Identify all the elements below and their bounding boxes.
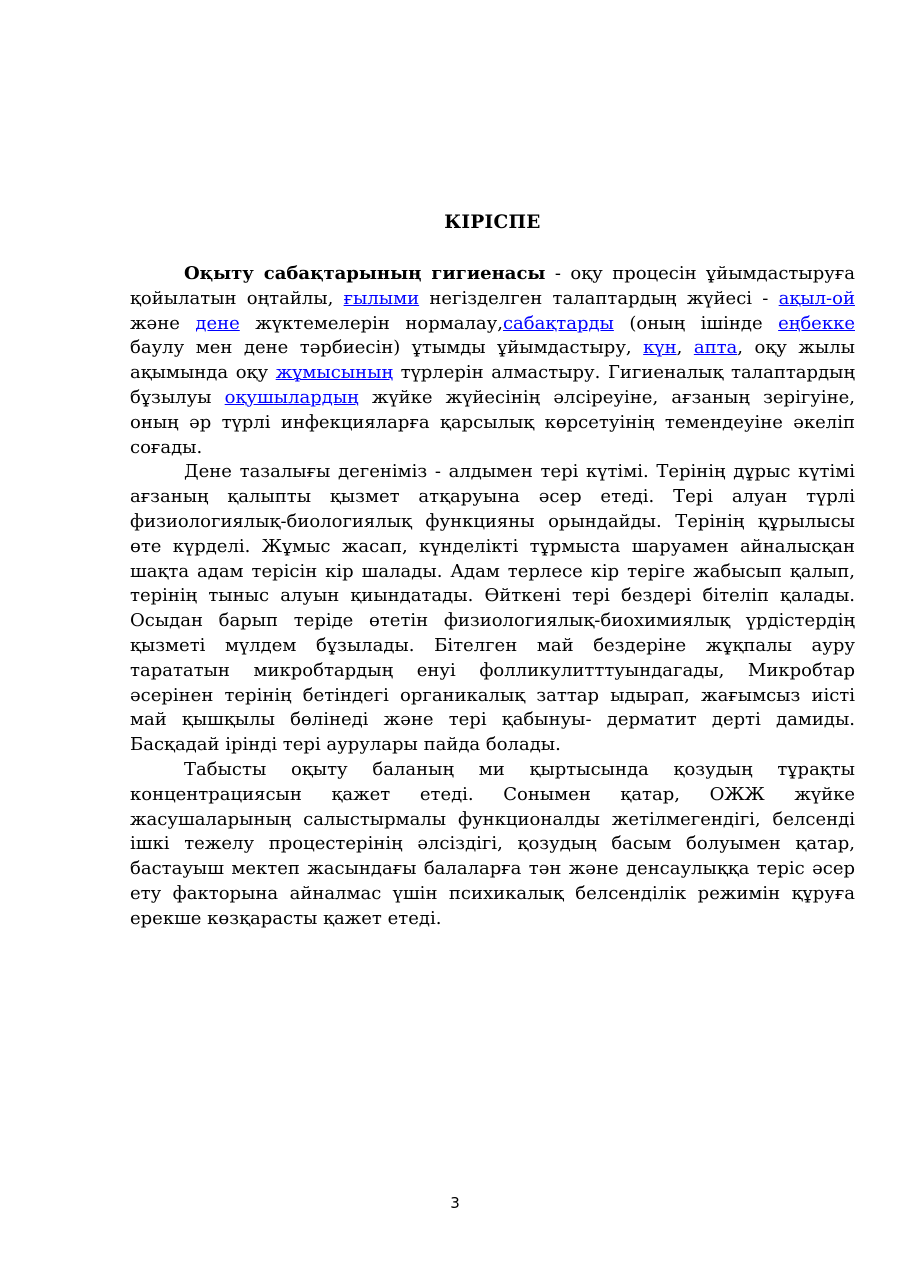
text-run: жүктемелерін нормалау, bbox=[239, 312, 503, 334]
page-number: 3 bbox=[450, 1194, 460, 1212]
text-run: , bbox=[676, 337, 694, 359]
text-run: жүйке жүйесінің әлсіреуіне, ағзаның зерігуіне, оның әр түрлі инфекцияларға қарсылық көрсетуінің темендеуіне әкеліп соғады. bbox=[130, 386, 855, 458]
text-run: баулу мен дене тәрбиесін) ұтымды ұйымдастыру, bbox=[130, 337, 644, 359]
text-run: түрлерін алмастыру. Гигиеналық талаптардың бұзылуы bbox=[130, 362, 856, 408]
text-run: - оқу процесін ұйымдастыруға қойылатын оңтайлы, bbox=[130, 263, 855, 309]
paragraph-2: Дене тазалығы дегеніміз - алдымен тері күтімі. Терінің дұрыс күтімі ағзаның қалыпты қызмет атқаруына әсер етеді. Тері алуан түрлі физиологиялық-биологиялық функцияны орындайды. Терінің құрылысы өте күрделі. Жұмыс жасап, күнделікті тұрмыста шаруамен айналысқан шақта адам терісін кір шалады. Адам терлесе кір теріге жабысып қалып, терінің тыныс алуын қиындатады. Өйткені тері бездері бітеліп қалады. Осыдан барып теріде өтетін физиологиялық-биохимиялық үрдістердің қызметі мүлдем бұзылады. Бітелген май бездеріне жұқпалы ауру тарататын микробтардың енуі фолликулитттуындагады, Микробтар әсерінен терінің бетіндегі органикалық заттар ыдырап, жағымсыз иісті май қышқылы бөлінеді және тері қабынуы- дерматит дерті дамиды. Басқадай ірінді тері аурулары пайда болады. bbox=[130, 461, 855, 756]
bold-term: Оқыту сабақтарының гигиенасы bbox=[184, 263, 546, 284]
link-dene[interactable]: дене bbox=[195, 312, 240, 334]
link-apta[interactable]: апта bbox=[693, 337, 738, 359]
paragraph-3: Табысты оқыту баланың ми қыртысында қозудың тұрақты концентрациясын қажет етеді. Сонымен қатар, ОЖЖ жүйке жасушаларының салыстырмалы функционалды жетілмегендігі, белсенді ішкі тежелу процестерінің әлсіздігі, қозудың басым болуымен қатар, бастауыш мектеп жасындағы балаларға тән және денсаулыққа теріс әсер ету факторына айналмас үшін психикалық белсенділік режимін құруға ерекше көзқарасты қажет етеді. bbox=[130, 758, 855, 929]
text-run: және bbox=[130, 312, 196, 334]
link-sabaktardy[interactable]: сабақтарды bbox=[502, 312, 614, 334]
document-body bbox=[130, 262, 855, 932]
link-gylymi[interactable]: ғылыми bbox=[343, 287, 420, 309]
text-run: , оқу жылы ақымында оқу bbox=[130, 337, 855, 384]
section-heading: КІРІСПЕ bbox=[444, 212, 541, 233]
paragraph-1 bbox=[130, 262, 855, 460]
link-zhumysynyn[interactable]: жұмысының bbox=[275, 362, 394, 384]
link-okushylardyn[interactable]: оқушылардың bbox=[224, 386, 359, 408]
text-run: (оның ішінде bbox=[613, 312, 779, 334]
link-kun[interactable]: күн bbox=[643, 337, 677, 359]
link-akyl-oi[interactable]: ақыл-ой bbox=[778, 287, 855, 309]
text-run: негізделген талаптардың жүйесі - bbox=[419, 287, 779, 309]
link-enbekke[interactable]: еңбекке bbox=[778, 312, 855, 334]
